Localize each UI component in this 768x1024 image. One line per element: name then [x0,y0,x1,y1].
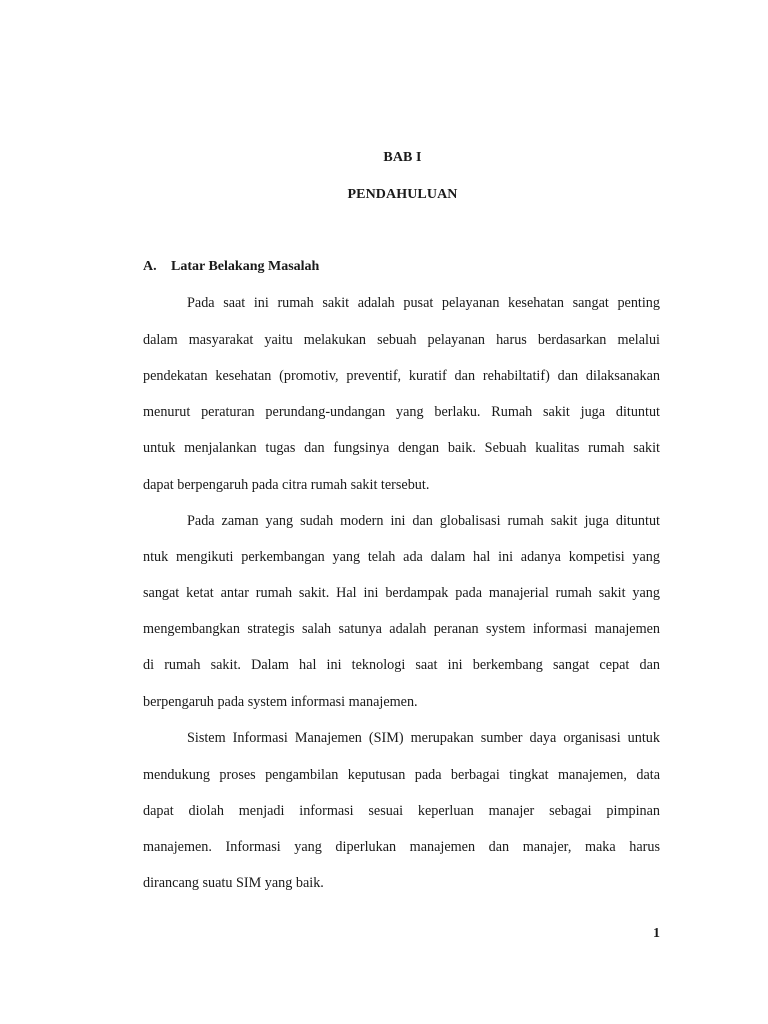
paragraph-2-line-3: sangat ketat antar rumah sakit. Hal ini berdampak pada manajerial rumah sakit yang [143,585,660,601]
section-letter: A. [143,259,157,274]
chapter-title: PENDAHULUAN [347,187,458,202]
chapter-number: BAB I [383,150,422,165]
paragraph-1-line-4: menurut peraturan perundang-undangan yang berlaku. Rumah sakit juga dituntut [143,404,660,420]
section-heading [143,259,319,275]
paragraph-1-line-2: dalam masyarakat yaitu melakukan sebuah pelayanan harus berdasarkan melalui [143,332,660,348]
paragraph-1-line-1: Pada saat ini rumah sakit adalah pusat pelayanan kesehatan sangat penting [187,295,660,311]
paragraph-2-line-6: berpengaruh pada system informasi manajemen. [143,694,418,710]
paragraph-1-line-5: untuk menjalankan tugas dan fungsinya dengan baik. Sebuah kualitas rumah sakit [143,440,660,456]
paragraph-3-line-3: dapat diolah menjadi informasi sesuai keperluan manajer sebagai pimpinan [143,803,660,819]
paragraph-3-line-4: manajemen. Informasi yang diperlukan manajemen dan manajer, maka harus [143,839,660,855]
paragraph-1-line-6: dapat berpengaruh pada citra rumah sakit tersebut. [143,477,430,493]
paragraph-2-line-2: ntuk mengikuti perkembangan yang telah ada dalam hal ini adanya kompetisi yang [143,549,660,565]
paragraph-2-line-1: Pada zaman yang sudah modern ini dan globalisasi rumah sakit juga dituntut [187,513,660,529]
paragraph-3-line-2: mendukung proses pengambilan keputusan pada berbagai tingkat manajemen, data [143,767,660,783]
paragraph-3-line-5: dirancang suatu SIM yang baik. [143,875,324,891]
page-number: 1 [653,926,660,941]
paragraph-3-line-1: Sistem Informasi Manajemen (SIM) merupakan sumber daya organisasi untuk [187,730,660,746]
section-title: Latar Belakang Masalah [171,259,320,274]
paragraph-2-line-5: di rumah sakit. Dalam hal ini teknologi saat ini berkembang sangat cepat dan [143,657,660,673]
paragraph-1-line-3: pendekatan kesehatan (promotiv, preventif, kuratif dan rehabiltatif) dan dilaksanakan [143,368,660,384]
paragraph-2-line-4: mengembangkan strategis salah satunya adalah peranan system informasi manajemen [143,621,660,637]
